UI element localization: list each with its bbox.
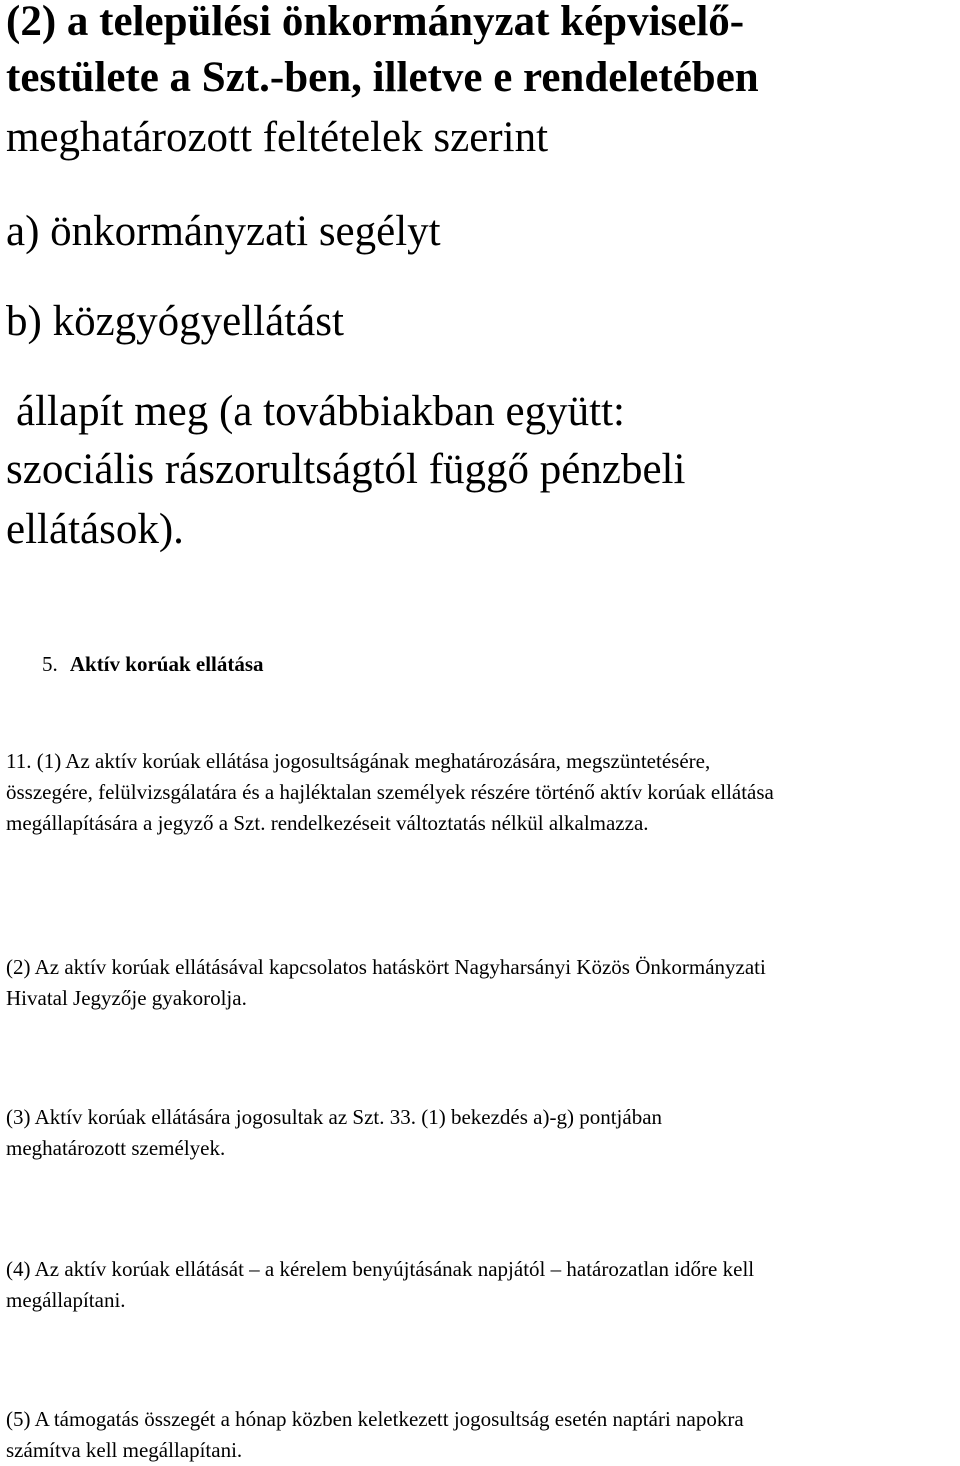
paragraph-1-line-1: 11. (1) Az aktív korúak ellátása jogosultságának meghatározására, megszüntetésére, <box>6 749 711 773</box>
top-text-line-1: (2) a települési önkormányzat képviselő- <box>6 0 745 45</box>
section-number: 5. <box>42 652 58 676</box>
paragraph-3-line-1: (3) Aktív korúak ellátására jogosultak az Szt. 33. (1) bekezdés a)-g) pontjában <box>6 1105 663 1129</box>
top-text-line-3: meghatározott feltételek szerint <box>6 114 549 161</box>
paragraph-1 <box>6 746 956 839</box>
paragraph-2-line-2: Hivatal Jegyzője gyakorolja. <box>6 986 247 1010</box>
paragraph-1-line-3: megállapítására a jegyző a Szt. rendelkezéseit változtatás nélkül alkalmazza. <box>6 811 649 835</box>
paragraph-5 <box>6 1404 956 1466</box>
top-text-line-5: szociális rászorultságtól függő pénzbeli <box>6 446 686 493</box>
paragraph-4 <box>6 1254 956 1316</box>
top-text-line-4: állapít meg (a továbbiakban együtt: <box>16 388 625 435</box>
paragraph-3-line-2: meghatározott személyek. <box>6 1136 226 1160</box>
top-text-line-6: ellátások). <box>6 506 184 553</box>
paragraph-5-line-2: számítva kell megállapítani. <box>6 1438 243 1462</box>
paragraph-4-line-1: (4) Az aktív korúak ellátását – a kérelem benyújtásának napjától – határozatlan időre kell <box>6 1257 755 1281</box>
top-text-item-a: a) önkormányzati segélyt <box>6 208 441 255</box>
top-text-item-b: b) közgyógyellátást <box>6 298 344 345</box>
paragraph-3 <box>6 1102 956 1164</box>
paragraph-2-line-1: (2) Az aktív korúak ellátásával kapcsolatos hatáskört Nagyharsányi Közös Önkormányzati <box>6 955 766 979</box>
paragraph-5-line-1: (5) A támogatás összegét a hónap közben keletkezett jogosultság esetén naptári napokra <box>6 1407 744 1431</box>
paragraph-2 <box>6 952 956 1014</box>
section-title: Aktív korúak ellátása <box>69 652 264 676</box>
paragraph-4-line-2: megállapítani. <box>6 1288 126 1312</box>
top-text-line-2: testülete a Szt.-ben, illetve e rendeletében <box>6 54 759 101</box>
paragraph-1-line-2: összegére, felülvizsgálatára és a hajléktalan személyek részére történő aktív korúak ellátása <box>6 780 774 804</box>
section-heading <box>42 650 264 678</box>
